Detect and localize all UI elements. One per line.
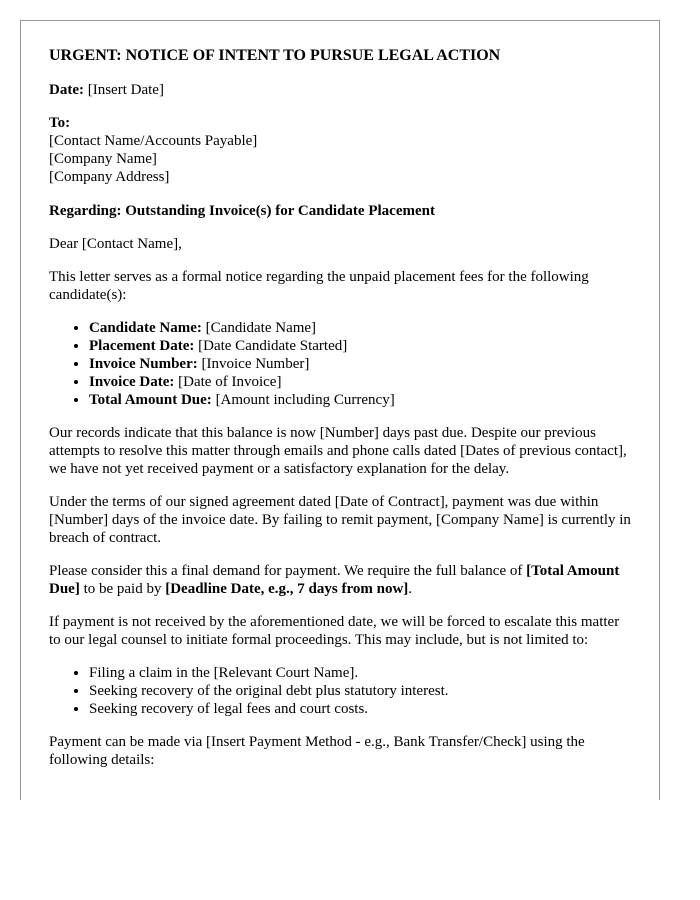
records-paragraph: Our records indicate that this balance is now [Number] days past due. Despite our previous attempts to resolve this matter through emails and phone calls dated [Dates of previous contact], we have not yet received payment or a satisfactory explanation for the delay. xyxy=(49,425,627,477)
detail-candidate-name xyxy=(89,319,631,337)
detail-total-amount xyxy=(89,391,631,409)
recipient-company: [Company Name] xyxy=(49,151,157,167)
regarding-text: Regarding: Outstanding Invoice(s) for Candidate Placement xyxy=(49,203,435,219)
detail-label: Candidate Name: xyxy=(89,320,202,336)
demand-text: to be paid by xyxy=(79,581,166,597)
detail-value: [Date of Invoice] xyxy=(178,374,282,390)
detail-label: Invoice Date: xyxy=(89,374,175,390)
action-item: • Seeking recovery of the original debt plus statutory interest. xyxy=(89,682,631,700)
letter-page xyxy=(20,20,660,800)
date-value: [Insert Date] xyxy=(87,82,164,98)
recipient-address: [Company Address] xyxy=(49,169,170,185)
demand-paragraph xyxy=(49,562,631,598)
detail-label: Total Amount Due: xyxy=(89,392,212,408)
to-label: To: xyxy=(49,115,71,131)
demand-amount: [Total Amount Due] xyxy=(49,563,620,597)
detail-value: [Candidate Name] xyxy=(205,320,317,336)
terms-paragraph: Under the terms of our signed agreement dated [Date of Contract], payment was due within [Number] days of the invoice date. By failing to remit payment, [Company Name] is currently in breach of contract. xyxy=(49,494,631,546)
detail-placement-date xyxy=(89,337,631,355)
payment-paragraph: Payment can be made via [Insert Payment Method - e.g., Bank Transfer/Check] using the following details: xyxy=(49,734,585,768)
action-item: • Seeking recovery of legal fees and court costs. xyxy=(89,700,631,718)
detail-invoice-number xyxy=(89,355,631,373)
detail-value: [Amount including Currency] xyxy=(215,392,395,408)
letter-title: URGENT: NOTICE OF INTENT TO PURSUE LEGAL ACTION xyxy=(49,47,501,64)
detail-label: Placement Date: xyxy=(89,338,195,354)
escalation-paragraph: If payment is not received by the aforementioned date, we will be forced to escalate this matter to our legal counsel to initiate formal proceedings. This may include, but is not limited to: xyxy=(49,614,620,648)
legal-actions-list xyxy=(49,664,631,718)
detail-label: Invoice Number: xyxy=(89,356,198,372)
salutation: Dear [Contact Name], xyxy=(49,236,182,252)
intro-paragraph: This letter serves as a formal notice regarding the unpaid placement fees for the following candidate(s): xyxy=(49,269,589,303)
date-line xyxy=(49,81,631,99)
detail-value: [Invoice Number] xyxy=(201,356,310,372)
regarding-line xyxy=(49,202,631,220)
detail-value: [Date Candidate Started] xyxy=(198,338,348,354)
action-item: • Filing a claim in the [Relevant Court Name]. xyxy=(89,664,631,682)
demand-text: Please consider this a final demand for payment. We require the full balance of xyxy=(49,563,527,579)
recipient-block xyxy=(49,114,631,186)
detail-invoice-date xyxy=(89,373,631,391)
invoice-details-list xyxy=(49,319,631,409)
recipient-contact: [Contact Name/Accounts Payable] xyxy=(49,133,258,149)
date-label: Date: xyxy=(49,82,84,98)
demand-text: . xyxy=(408,581,413,597)
demand-deadline: [Deadline Date, e.g., 7 days from now] xyxy=(165,581,409,597)
